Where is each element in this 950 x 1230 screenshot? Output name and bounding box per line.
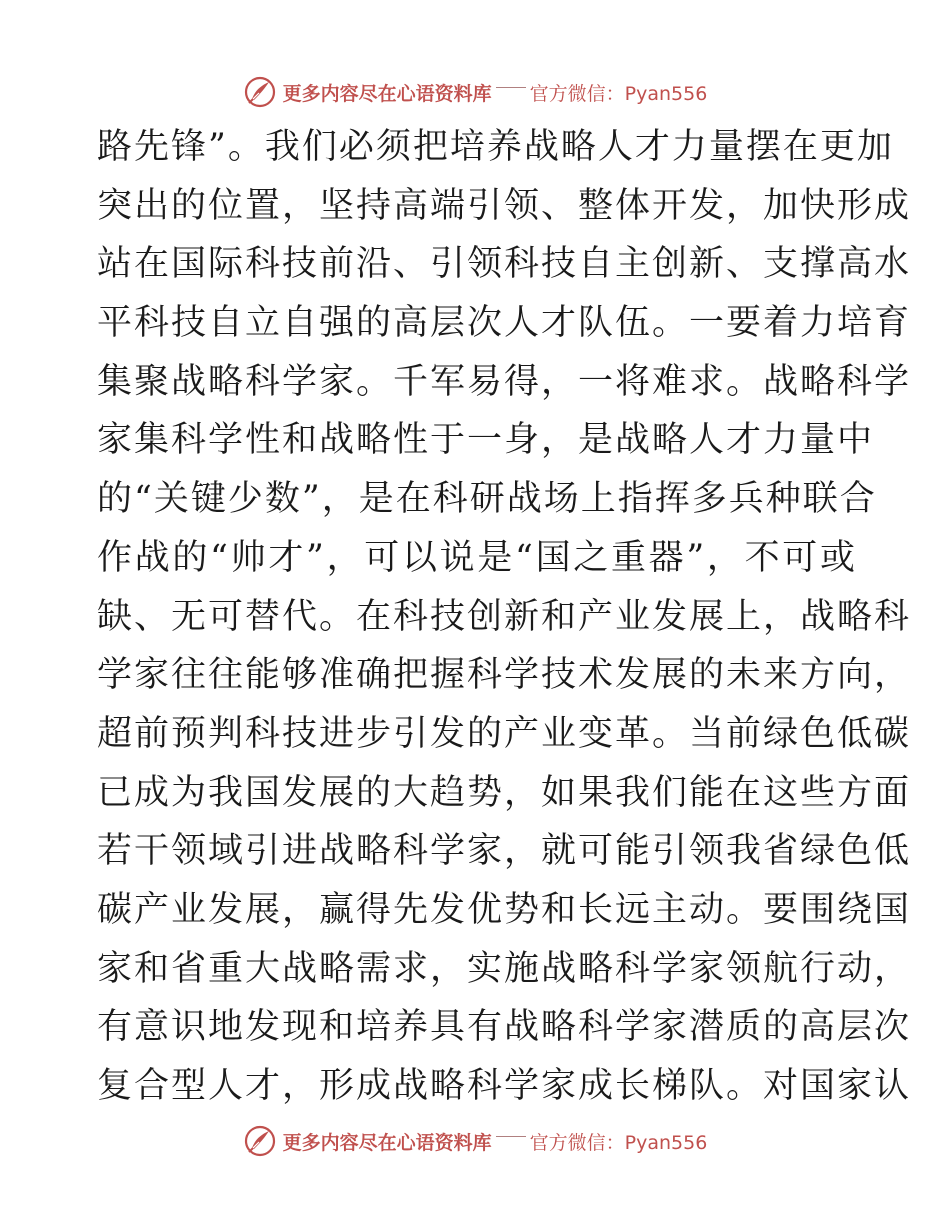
body-line: 作战的“帅才”，可以说是“国之重器”，不可或 [97,537,857,578]
watermark-wechat: 官方微信：Pyan556 [529,82,708,105]
watermark-title: 更多内容尽在心语资料库 [282,82,492,105]
body-line: 站在国际科技前沿、引领科技自主创新、支撑高水 [97,244,912,285]
watermark-title: 更多内容尽在心语资料库 [282,1131,492,1154]
quill-logo-icon [243,1124,277,1158]
body-line: 碳产业发展，赢得先发优势和长远主动。要围绕国 [97,889,912,930]
body-line: 家集科学性和战略性于一身，是战略人才力量中 [97,420,875,461]
quill-logo-icon [243,75,277,109]
body-line: 突出的位置，坚持高端引领、整体开发，加快形成 [97,185,912,226]
footer-watermark [0,1121,950,1161]
body-line: 的“关键少数”，是在科研战场上指挥多兵种联合 [97,479,877,520]
body-line: 已成为我国发展的大趋势，如果我们能在这些方面 [97,772,912,813]
body-line: 平科技自立自强的高层次人才队伍。一要着力培育 [97,303,912,344]
body-line: 缺、无可替代。在科技创新和产业发展上，战略科 [97,596,912,637]
body-line: 复合型人才，形成战略科学家成长梯队。对国家认 [97,1066,912,1106]
body-line: 集聚战略科学家。千军易得，一将难求。战略科学 [97,361,912,402]
body-line: 家和省重大战略需求，实施战略科学家领航行动， [97,948,912,989]
header-watermark [0,72,950,112]
body-line: 路先锋”。我们必须把培养战略人才力量摆在更加 [97,127,894,167]
body-line: 若干领域引进战略科学家，就可能引领我省绿色低 [97,831,912,872]
document-body [97,118,912,1116]
watermark-wechat: 官方微信：Pyan556 [529,1131,708,1154]
body-line: 超前预判科技进步引发的产业变革。当前绿色低碳 [97,713,912,754]
watermark-divider [496,87,526,88]
body-line: 学家往往能够准确把握科学技术发展的未来方向， [97,655,912,696]
body-line: 有意识地发现和培养具有战略科学家潜质的高层次 [97,1007,912,1048]
watermark-divider [496,1136,526,1137]
